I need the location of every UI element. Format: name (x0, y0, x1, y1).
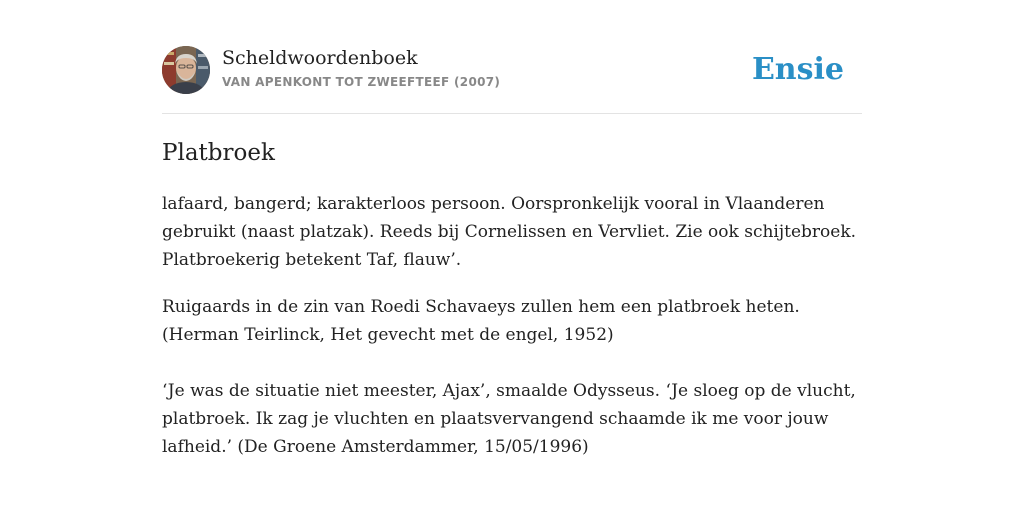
avatar[interactable] (162, 46, 210, 94)
entry-quote: ‘Je was de situatie niet meester, Ajax’, smaalde Odysseus. ‘Je sloeg op de vlucht, platbroek. Ik zag je vluchten en plaatsvervangend schaamde ik me voor jouw lafheid.’ (De Groene Amsterdammer, 15/05/1996) (162, 381, 856, 457)
brand-logo[interactable]: Ensie (751, 52, 844, 87)
entry-term: Platbroek (162, 140, 275, 166)
entry-quote: Ruigaards in de zin van Roedi Schavaeys zullen hem een platbroek heten. (Herman Teirlinck, Het gevecht met de engel, 1952) (162, 297, 800, 345)
source-title[interactable]: Scheldwoordenboek (222, 47, 418, 69)
header-divider (162, 113, 862, 114)
source-header (162, 46, 862, 96)
author-portrait-icon (162, 46, 210, 94)
entry-definition: lafaard, bangerd; karakterloos persoon. Oorspronkelijk vooral in Vlaanderen gebruikt (naast platzak). Reeds bij Cornelissen en Vervliet. Zie ook schijtebroek. Platbroekerig betekent Taf, flauw’. (162, 194, 857, 270)
source-subtitle: VAN APENKONT TOT ZWEEFTEEF (2007) (222, 75, 501, 89)
